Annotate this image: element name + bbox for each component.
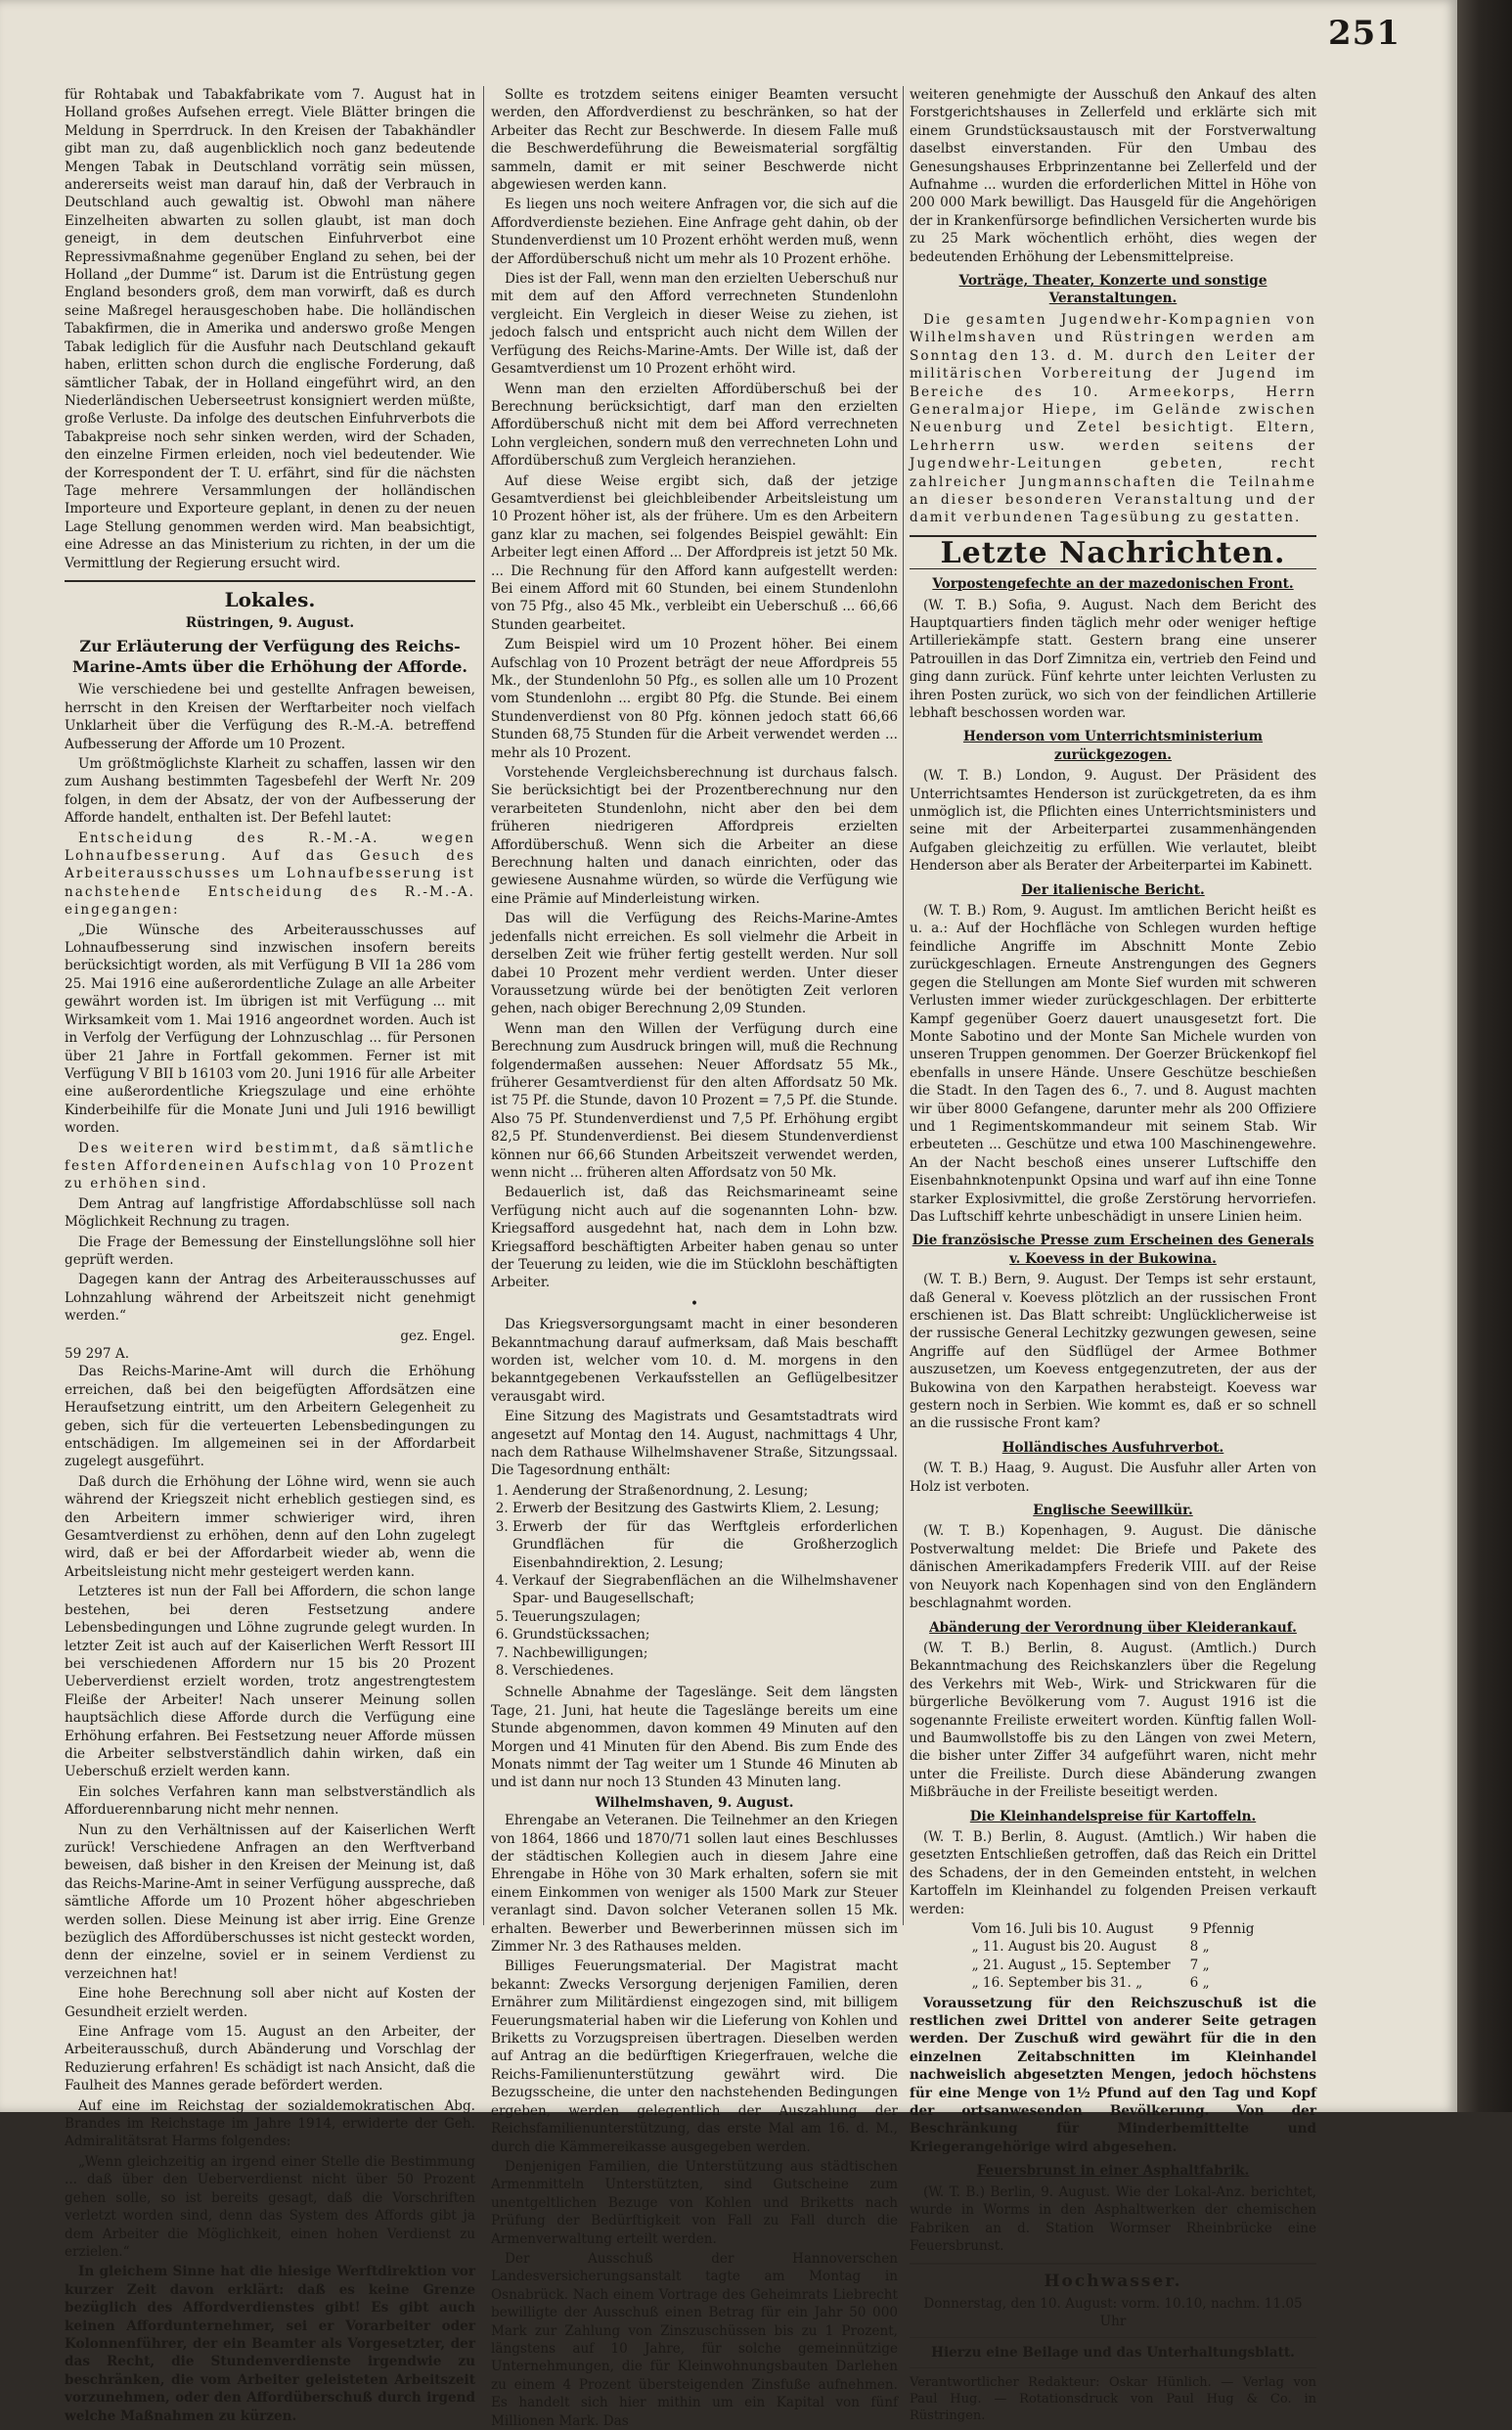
price-value: 6 „: [1189, 1975, 1210, 1992]
article-text: Billiges Feuerungsmaterial. Der Magistrat macht bekannt: Zwecks Versorgung derjenigen Familien, deren Ernährer zum Militärdienst eingezogen sind, mit billigem Feuerungsmaterial haben wir die Lieferung von Kohlen und Briketts zu Vorzugspreisen übertragen. Dieselben werden auf Antrag an die bedürftigen Kriegerfrauen, welche die Reichs-Familienunterstützung gewährt wird. Die Bezugsscheine, die unter den nachstehenden Bedingungen ergeben, werden gelegentlich der Auszahlung der Reichsfamilienunterstützung, das erste Mal am 16. d. M., durch die Kämmereikasse ausgegeben werden.: [491, 1958, 898, 2155]
column-1: [65, 86, 475, 2424]
article-text: Schnelle Abnahme der Tageslänge. Seit dem längsten Tage, 21. Juni, hat heute die Tageslänge bereits um eine Stunde abgenommen, davon kommen 49 Minuten auf den Morgen und 41 Minuten für den Abend. Bis zum Ende des Monats nimmt der Tag weiter um 1 Stunde 46 Minuten ab und ist dann nur noch 13 Stunden 43 Minuten lang.: [491, 1685, 898, 1791]
flood-heading: Hochwasser.: [1044, 2272, 1182, 2292]
subheading: Die Kleinhandelspreise für Kartoffeln.: [969, 1808, 1257, 1824]
news-item: (W. T. B.) Berlin, 8. August. (Amtlich.) Wir haben die gesetzten Entschließen getroffen, daß das Reich ein Drittel des Schadens, der in den Gemeinden entsteht, in welchen Kartoffeln im Kleinhandel zu folgenden Preisen verkauft werden:: [910, 1828, 1316, 1917]
article-headline: Zur Erläuterung der Verfügung des Reichs-Marine-Amts über die Erhöhung der Afforde.: [72, 637, 467, 677]
news-item: (W. T. B.) Sofia, 9. August. Nach dem Bericht des Hauptquartiers finden täglich mehr oder weniger heftige Artilleriekämpfe statt. Gestern brang eine unserer Patrouillen in das Dorf Zimnitza ein, vertrieb den Feind und ging dann zurück. Fünf kehrte unter leichten Verlusten zu ihren Posten zurück, wo sich von der feindlichen Artillerie lebhaft beschossen worden war.: [910, 597, 1316, 721]
subheading: Henderson vom Unterrichtsministerium zurückgezogen.: [962, 729, 1264, 763]
column-3: [910, 86, 1316, 2423]
article-text: Das Kriegsversorgungsamt macht in einer besonderen Bekanntmachung darauf aufmerksam, daß Mais beschafft worden ist, welcher vom 10. d. M. morgens in den bekanntgegebenen Verkaufsstellen an Geflügelbesitzer verausgabt wird.: [491, 1317, 898, 1405]
article-text: „Wenn gleichzeitig an irgend einer Stelle die Bestimmung ... daß über den Ueberverdienst nicht über 50 Prozent gehen solle, so ist bereits gesagt, daß die Vorschriften verletzt worden sind, denn das System des Affords gibt ja dem Arbeiter die Möglichkeit, einen hohen Verdienst zu erzielen.“: [65, 2153, 475, 2260]
article-text: Daß durch die Erhöhung der Löhne wird, wenn sie auch während der Kriegszeit nicht erheblich gestiegen sind, es den Arbeitern immer schwieriger wird, ihren Gesamtverdienst zu erhöhen, denn auf den Lohn zugelegt wird, daß er bei der Affordarbeit wieder ab, wenn die Arbeitsleistung nicht mehr gesteigert werden kann.: [65, 1473, 475, 1580]
article-text: Dagegen kann der Antrag des Arbeiterausschusses auf Lohnzahlung während der Arbeitszeit nicht genehmigt werden.“: [65, 1272, 475, 1325]
article-text: Entscheidung des R.-M.-A. wegen Lohnaufbesserung. Auf das Gesuch des Arbeiterausschusses um Lohnaufbesserung ist nachstehende Entscheidung des R.-M.-A. eingegangen:: [65, 830, 475, 919]
section-heading-lokales: Lokales.: [224, 587, 316, 611]
article-text: Es liegen uns noch weitere Anfragen vor, die sich auf die Affordverdienste beziehen. Eine Anfrage geht dahin, ob der Stundenverdienst um 10 Prozent erhöht werden muß, wenn der Affordüberschuß nicht um mehr als 10 Prozent erhöhe.: [491, 197, 898, 267]
article-text: Wenn man den Willen der Verfügung durch eine Berechnung zum Ausdruck bringen will, muß die Rechnung folgendermaßen aussehen: Neuer Affordsatz 55 Mk., früherer Gesamtverdienst für den alten Affordsatz 50 Mk. ist 75 Pf. die Stunde, davon 10 Prozent = 7,5 Pf. die Stunde. Also 75 Pf. Stundenverdienst und 7,5 Pf. Erhöhung ergibt 82,5 Pf. Stundenverdienst. Bei diesem Stundenverdienst können nur 66,66 Stunden Arbeitszeit verwendet werden, wenn nicht ... früheren alten Affordsatz von 50 Mk.: [491, 1020, 898, 1181]
table-row: [962, 1938, 1265, 1956]
subheading: Feuersbrunst in einer Asphaltfabrik.: [976, 2163, 1250, 2180]
article-text: Das Reichs-Marine-Amt will durch die Erhöhung erreichen, daß bei den beigefügten Affordsätzen eine Heraufsetzung eintritt, um den Arbeitern Gelegenheit zu geben, sich für die verteuerten Lebensbedingungen zu entschädigen. Im allgemeinen sei in der Affordarbeit zugelegt ausgeführt.: [65, 1364, 475, 1470]
dateline: Rüstringen, 9. August.: [185, 614, 355, 631]
article-text: Denjenigen Familien, die Unterstützung aus städtischen Armenmitteln Unterstützten, sind Gutscheine zum unentgeltlichen Bezuge von Kohlen und Briketts nach Prüfung der Bedürftigkeit von Fall zu Fall durch die Armenverwaltung erteilt werden.: [491, 2158, 898, 2247]
price-period: „ 21. August „ 15. September: [971, 1957, 1171, 1973]
agenda-list: [512, 1482, 898, 1680]
section-heading-last-news: Letzte Nachrichten.: [940, 535, 1286, 570]
article-text: Wie verschiedene bei und gestellte Anfragen beweisen, herrscht in den Kreisen der Werftarbeiter noch vielfach Unklarheit über die Verfügung des R.-M.-A. betreffend Aufbesserung der Afforde um 10 Prozent.: [65, 682, 475, 752]
subheading: Die französische Presse zum Erscheinen des Generals v. Koevess in der Bukowina.: [912, 1233, 1314, 1267]
article-text: Ehrengabe an Veteranen. Die Teilnehmer an den Kriegen von 1864, 1866 und 1870/71 sollen laut eines Beschlusses der städtischen Kollegien auch in diesem Jahre eine Ehrengabe in Höhe von 30 Mark erhalten, sofern sie mit einem Einkommen von weniger als 1500 Mark zur Steuer veranlagt sind. Davon solcher Veteranen sollen 15 Mk. erhalten. Bewerber und Bewerberinnen müssen sich im Zimmer Nr. 3 des Rathauses melden.: [491, 1813, 898, 1956]
price-value: 9 Pfennig: [1189, 1921, 1255, 1937]
price-value: 8 „: [1189, 1939, 1210, 1956]
table-row: [962, 1920, 1265, 1938]
article-text: Vorstehende Vergleichsberechnung ist durchaus falsch. Sie berücksichtigt bei der Prozentberechnung nur den verarbeiteten Stundenlohn, nicht aber den bei dem früheren niedrigeren Affordpreis erzielten Affordüberschuß. Wenn sich die Arbeiter an diese Berechnung halten und danach einrichten, oder das gewiesene Ausnahme würden, so würde die Verfügung wie eine Prämie auf Minderleistung wirken.: [491, 765, 898, 907]
column-rule: [903, 86, 904, 1925]
article-text: Eine Anfrage vom 15. August an den Arbeiter, der Arbeiterausschuß, durch Abänderung und Vorschlag der Reduzierung erfahren! Es schädigt ist nach Ansicht, daß die Faulheit des Mannes gerade befördert werden.: [65, 2024, 475, 2094]
news-item: (W. T. B.) Bern, 9. August. Der Temps ist sehr erstaunt, daß General v. Koevess plötzlich an der russischen Front erschienen ist. Das Blatt schreibt: Unglücklicherweise ist der russische General Lechitzky gezwungen gewesen, seine Angriffe auf den Südflügel der Armee Bothmer auszusetzen, um Koevess entgegenzutreten, der aus der Bukowina von den Karpathen herabsteigt. Koevess war gestern noch in Serbien. Wie kommt es, daß er so schnell an die russische Front kam?: [910, 1272, 1316, 1432]
article-text: Eine Sitzung des Magistrats und Gesamtstadtrats wird angesetzt auf Montag den 14. August, nachmittags 4 Uhr, nach dem Rathause Wilhelmshavener Straße, Sitzungssaal. Die Tagesordnung enthält:: [491, 1409, 898, 1479]
article-text: „Die Wünsche des Arbeiterausschusses auf Lohnaufbesserung sind inzwischen insofern bereits berücksichtigt worden, als mit Verfügung B VII 1a 286 vom 25. Mai 1916 eine außerordentliche Zulage an alle Arbeiter gewährt worden ist. Im übrigen ist mit Verfügung ... mit Wirksamkeit vom 1. Mai 1916 angeordnet worden. Auch ist in Verfolg der Verfügung der Lohnzuschlag ... für Personen über 21 Jahre in Fortfall gekommen. Ferner ist mit Verfügung V BII b 16103 vom 20. Juni 1916 für alle Arbeiter eine außerordentliche Kriegszulage und eine erhöhte Kinderbeihilfe für die Monate Juni und Juli 1916 bewilligt worden.: [65, 922, 475, 1137]
price-period: Vom 16. Juli bis 10. August: [971, 1921, 1154, 1937]
dateline: Wilhelmshaven, 9. August.: [595, 1794, 794, 1811]
agenda-item: 6. Grundstückssachen;: [512, 1626, 898, 1643]
agenda-item: 4. Verkauf der Siegrabenflächen an die Wilhelmshavener Spar- und Baugesellschaft;: [512, 1572, 898, 1608]
article-text: Des weiteren wird bestimmt, daß sämtliche festen Affordeneinen Aufschlag von 10 Prozent zu erhöhen sind.: [65, 1140, 475, 1192]
imprint: Verantwortlicher Redakteur: Oskar Hünlich. — Verlag von Paul Hug. — Rotationsdruck von Paul Hug & Co. in Rüstringen.: [910, 2374, 1316, 2423]
article-text: Die Frage der Bemessung der Einstellungslöhne soll hier geprüft werden.: [65, 1234, 475, 1268]
news-item: (W. T. B.) Berlin, 9. August. Wie der Lokal-Anz. berichtet, wurde in Worms in den Asphaltwerken der chemischen Fabriken an d. Station Wormser Rheinbrücke eine Feuersbrunst.: [910, 2183, 1316, 2254]
article-text: weiteren genehmigte der Ausschuß den Ankauf des alten Forstgerichtshauses in Zellerfeld und erklärte sich mit einem Grundstücksaustausch mit der Forstverwaltung daselbst einverstanden. Für den Umbau des Genesungshauses Erbprinzentanne bei Zellerfeld und der Aufnahme ... wurden die erforderlichen Mittel in Höhe von 200 000 Mark bewilligt. Das Hausgeld für die Angehörigen der in Krankenfürsorge befindlichen Versicherten wurde bis zu 25 Mark wöchentlich erhöht, dies wegen der bedeutenden Erhöhung der Lebensmittelpreise.: [910, 87, 1316, 265]
price-value: 7 „: [1189, 1957, 1210, 1973]
subheading: Abänderung der Verordnung über Kleiderankauf.: [929, 1619, 1297, 1636]
divider: [910, 2337, 1316, 2338]
article-text: Dem Antrag auf langfristige Affordabschlüsse soll nach Möglichkeit Rechnung zu tragen.: [65, 1195, 475, 1231]
agenda-item: 7. Nachbewilligungen;: [512, 1644, 898, 1662]
article-text: Zum Beispiel wird um 10 Prozent höher. Bei einem Aufschlag von 10 Prozent beträgt der neue Affordpreis 55 Mk., der Stundenlohn 50 Pfg., es sollen alle um 10 Prozent vom Stundenlohn ... ergibt 80 Pfg. die Stunde. Bei einem Stundenverdienst von 80 Pfg. können jedoch statt 66,66 Stunden 68,75 Stunden für die Arbeit verwendet werden ... mehr als 10 Prozent.: [491, 637, 898, 761]
agenda-item: 3. Erwerb der für das Werftgleis erforderlichen Grundflächen für die Großherzoglich Eisenbahndirektion, 2. Lesung;: [512, 1518, 898, 1572]
table-row: [962, 1957, 1265, 1974]
article-text: Ein solches Verfahren kann man selbstverständlich als Afforduerennbarung nicht mehr nennen.: [65, 1783, 475, 1819]
subheading: Vorträge, Theater, Konzerte und sonstige Veranstaltungen.: [958, 273, 1267, 307]
article-text: Wenn man den erzielten Affordüberschuß bei der Berechnung berücksichtigt, darf man den erzielten Affordüberschuß nicht mit dem bei Afford verrechneten Lohn vergleichen, sondern muß den verrechneten Lohn und Affordüberschuß zum Vergleich heranziehen.: [491, 381, 898, 470]
price-table: [962, 1920, 1265, 1993]
article-text: Auf diese Weise ergibt sich, daß der jetzige Gesamtverdienst bei gleichbleibender Arbeitsleistung um 10 Prozent höher ist, als der frühere. Um es den Arbeitern ganz klar zu machen, sei folgendes Beispiel gewählt: Ein Arbeiter legt einen Afford ... Der Affordpreis ist jetzt 50 Mk. ... Die Rechnung für den Afford kann aufgestellt werden: Bei einem Afford mit 60 Stunden, bei einem Stundenlohn von 75 Pfg., also 45 Mk., verbleibt ein Ueberschuß ... 66,66 Stunden gearbeitet.: [491, 472, 898, 633]
subheading: Holländisches Ausfuhrverbot.: [1001, 1439, 1224, 1456]
article-text: Bedauerlich ist, daß das Reichsmarineamt seine Verfügung nicht auch auf die sogenannten Lohn- bzw. Kriegsafford ausgedehnt hat, nach dem in Lohn bzw. Kriegsafford beschäftigten Arbeiter haben genau so unter der Teuerung zu leiden, wie die im Stücklohn beschäftigten Arbeiter.: [491, 1185, 898, 1291]
article-text: Die gesamten Jugendwehr-Kompagnien von Wilhelmshaven und Rüstringen werden am Sonntag den 13. d. M. durch den Leiter der militärischen Vorbereitung der Jugend im Bereiche des 10. Armeekorps, Herrn Generalmajor Hiepe, im Gelände zwischen Neuenburg und Zetel besichtigt. Eltern, Lehrherrn usw. werden seitens der Jugendwehr-Leitungen gebeten, recht zahlreicher Jungmannschaften die Teilnahme an dieser besonderen Veranstaltung und der damit verbundenen Tagesübung zu gestatten.: [910, 311, 1316, 526]
subheading: Englische Seewillkür.: [1033, 1503, 1193, 1519]
signature: gez. Engel.: [400, 1328, 475, 1344]
news-item: (W. T. B.) Berlin, 8. August. (Amtlich.) Durch Bekanntmachung des Reichskanzlers über die Regelung des Verkehrs mit Web-, Wirk- und Strickwaren für die bürgerliche Bevölkerung vom 7. August 1916 ist die sogenannte Freiliste erweitert worden. Künftig fallen Woll- und Baumwollstoffe bis zu den Längen von zwei Metern, die bisher unter Ziffer 34 aufgeführt waren, nicht mehr unter die Freiliste. Durch diese Abänderung zwangen Mißbräuche in der Freiliste beseitigt werden.: [910, 1640, 1316, 1801]
agenda-item: 1. Aenderung der Straßenordnung, 2. Lesung;: [512, 1482, 898, 1500]
divider: [910, 2367, 1316, 2368]
divider: [910, 2263, 1316, 2265]
article-text: Das will die Verfügung des Reichs-Marine-Amtes jedenfalls nicht erreichen. Es soll vielmehr die Arbeit in derselben Zeit wie früher fertig gestellt werden. Nur soll dabei 10 Prozent mehr verdient werden. Unter dieser Voraussetzung würde bei der benötigten Zeit verloren gehen, nach obiger Berechnung 2,09 Stunden.: [491, 911, 898, 1017]
subheading: Vorpostengefechte an der mazedonischen Front.: [932, 576, 1294, 593]
article-text: Auf eine im Reichstag der sozialdemokratischen Abg. Brandes im Reichstage im Jahre 1914, erwiderte der Geh. Admiralitätsrat Harms folgendes:: [65, 2097, 475, 2150]
article-text: Nun zu den Verhältnissen auf der Kaiserlichen Werft zurück! Verschiedene Anfragen an den Werftverband beweisen, daß bisher in den Kreisen der Meinung ist, daß das Reichs-Marine-Amt in seiner Verfügung ausspreche, daß sämtliche Afforde um 10 Prozent höher abgeschrieben werden sollen. Diese Meinung ist aber irrig. Eine Grenze bezüglich des Affordüberschusses ist nicht gesteckt worden, denn der einzelne, soviel er in seinem Verdienst zu verzeichnen hat!: [65, 1822, 475, 1982]
news-item: (W. T. B.) Haag, 9. August. Die Ausfuhr aller Arten von Holz ist verboten.: [910, 1461, 1316, 1495]
article-text: Der Ausschuß der Hannoverschen Landesversicherungsanstalt tagte am Montag in Osnabrück. Nach einem Vortrage des Geheimrats Liebrecht bewilligte der Ausschuß einen Betrag für ein Jahr 50 000 Mark zur Zahlung von Zinszuschüssen bis zu 1 Prozent, längstens auf 10 Jahre, für solche gemeinnützige Unternehmungen, die für Kleinwohnungsbauten Darlehen zu einem 4 Prozent übersteigenden Zinsfuße aufnehmen. Es handelt sich hier mithin um ein Kapital von fünf Millionen Mark. Das: [491, 2250, 898, 2429]
reference-number: 59 297 A.: [65, 1346, 130, 1362]
agenda-item: 5. Teuerungszulagen;: [512, 1608, 898, 1626]
news-item: (W. T. B.) Rom, 9. August. Im amtlichen Bericht heißt es u. a.: Auf der Hochfläche von Schlegen wurden heftige feindliche Angriffe im Abschnitt Monte Zebio zurückgeschlagen. Erneute Anstrengungen des Gegners gegen die Stellungen am Monte Sief wurden mit schweren Verlusten immer wieder zurückgeschlagen. Der erbitterte Kampf gegenüber Goerz dauert unausgesetzt fort. Die Monte Sabotino und der Monte San Michele wurden von unseren Truppen genommen. Der Goerzer Brückenkopf fiel ebenfalls in unsere Hände. Unsere Geschütze beschießen die Stadt. In den Tagen des 6., 7. und 8. August machten wir über 8000 Gefangene, darunter mehr als 200 Offiziere und 1 Regimentskommandeur mit seinem Stab. Wir erbeuteten ... Geschütze und etwa 100 Maschinengewehre. An der Nacht beschoß eines unserer Luftschiffe den Eisenbahnknotenpunkt Opsina und warf auf ihn eine Tonne starker Explosivmittel, die große Zerstörung hervorriefen. Das Luftschiff kehrte unbeschädigt in unsere Linien heim.: [910, 903, 1316, 1225]
article-text: Dies ist der Fall, wenn man den erzielten Ueberschuß nur mit dem auf den Afford verrechneten Stundenlohn vergleicht. Ein Vergleich in dieser Weise zu ziehen, ist jedoch falsch und entspricht auch nicht dem Willen der Verfügung des Reichs-Marine-Amts. Der Wille ist, daß der Gesamtverdienst um 10 Prozent erhöht wird.: [491, 271, 898, 378]
page-number: 251: [1328, 14, 1401, 53]
separator-bullet: •: [689, 1295, 699, 1312]
subheading: Der italienische Bericht.: [1021, 881, 1205, 898]
article-text: Um größtmöglichste Klarheit zu schaffen, lassen wir den zum Aushang bestimmten Tagesbefehl der Werft Nr. 209 folgen, in dem der Absatz, der von der Aufbesserung der Afforde handelt, enthalten ist. Der Befehl lautet:: [65, 756, 475, 827]
table-row: [962, 1974, 1265, 1992]
agenda-item: 8. Verschiedenes.: [512, 1662, 898, 1680]
article-text: Sollte es trotzdem seitens einiger Beamten versucht werden, den Affordverdienst zu beschränken, so hat der Arbeiter das Recht zur Beschwerde. In diesem Falle muß die Beschwerdeführung die Beweismaterial sorgfältig sammeln, damit er mit seiner Beschwerde nicht abgewiesen werden kann.: [491, 87, 898, 194]
divider: [65, 580, 475, 582]
article-text: Eine hohe Berechnung soll aber nicht auf Kosten der Gesundheit erzielt werden.: [65, 1986, 475, 2020]
article-text: für Rohtabak und Tabakfabrikate vom 7. August hat in Holland großes Aufsehen erregt. Viele Blätter bringen die Meldung in Sperrdruck. In den Kreisen der Tabakhändler gibt man zu, daß augenblicklich noch ganz bedeutende Mengen Tabak in Deutschland vorrätig sein müssen, andererseits weist man darauf hin, daß der Verbrauch in Deutschland auch gewaltig ist. Obwohl man nähere Einzelheiten abwarten zu sollen glaubt, ist man doch geneigt, in dem deutschen Einfuhrverbot eine Repressivmaßnahme gegenüber England zu sehen, bei der Holland „der Dumme“ ist. Darum ist die Entrüstung gegen England besonders groß, dem man vorwirft, daß es durch seine Maßregel herausgeschoben habe. Die holländischen Tabakfirmen, die in Amerika und anderswo große Mengen Tabak lediglich für die Ausfuhr nach Deutschland gekauft haben, erlitten schon durch die englische Forderung, daß sämtlicher Tabak, der in Holland eingeführt wird, an den Niederländischen Ueberseetrust konsigniert werden müßte, große Verluste. Da infolge des deutschen Einfuhrverbots die Tabakpreise noch sehr sinken werden, wird der Schaden, den einzelne Firmen erleiden, noch viel bedeutender. Wie der Korrespondent der T. U. erfährt, sind für die nächsten Tage mehrere Versammlungen der holländischen Importeure und Exporteure geplant, in denen zu der neuen Lage Stellung genommen werden wird. Man beabsichtigt, eine Adresse an das Ministerium zu richten, in der um die Vermittlung der Regierung ersucht wird.: [65, 87, 475, 571]
price-period: „ 11. August bis 20. August: [971, 1939, 1157, 1956]
flood-times: Donnerstag, den 10. August: vorm. 10.10, nachm. 11.05 Uhr: [923, 2295, 1303, 2330]
article-text: Letzteres ist nun der Fall bei Affordern, die schon lange bestehen, bei deren Festsetzung andere Lebensbedingungen und Löhne zugrunde gelegt wurden. In letzter Zeit ist auch auf der Kaiserlichen Werft Ressort III bei verschiedenen Affordern nur 15 bis 20 Prozent Ueberverdienst erzielt worden, trotz angestrengtestem Fleiße der Arbeiter! Nach unserer Meinung sollen hauptsächlich diese Afforde durch die Verfügung eine Erhöhung erfahren. Bei Festsetzung neuer Afforde müssen die Arbeiter selbstverständlich dahin wirken, daß ein Ueberschuß erzielt werden kann.: [65, 1584, 475, 1780]
news-item: Voraussetzung für den Reichszuschuß ist die restlichen zwei Drittel von anderer Seite getragen werden. Der Zuschuß wird gewährt für die in den einzelnen Zeitabschnitten im Kleinhandel nachweislich abgesetzten Mengen, jedoch höchstens für eine Menge von 1½ Pfund auf den Tag und Kopf der ortsanwesenden Bevölkerung. Von der Beschränkung für Minderbemittelte und Kriegerangehörige wird abgesehen.: [910, 1995, 1316, 2155]
column-2: [491, 86, 898, 2429]
column-rule: [483, 86, 484, 1925]
agenda-item: 2. Erwerb der Besitzung des Gastwirts Kliem, 2. Lesung;: [512, 1500, 898, 1517]
price-period: „ 16. September bis 31. „: [971, 1975, 1143, 1992]
book-edge: [1457, 0, 1512, 2112]
article-text: In gleichem Sinne hat die hiesige Werftdirektion vor kurzer Zeit davon erklärt: daß es keine Grenze bezüglich des Affordverdienstes gibt! Es gibt auch keinen Affordunternehmer, sei er Vorarbeiter oder Kolonnenführer, der ein Beamter als Vorgesetzter, der das Recht, die Stundenverdienste irgendwie zu beschränken, die vom Arbeiter geleisteten Arbeitszeit vorzunehmen, oder den Affordüberschuß durch irgend welche Maßnahmen zu kürzen.: [65, 2264, 475, 2424]
news-item: (W. T. B.) London, 9. August. Der Präsident des Unterrichtsamtes Henderson ist zurückgetreten, da es ihm unmöglich ist, die Pflichten eines Unterrichtsministers und seine mit der Arbeiterpartei zusammenhängenden Aufgaben gleichzeitig zu erfüllen. Wie verlautet, bleibt Henderson aber als Berater der Arbeiterpartei im Kabinett.: [910, 768, 1316, 875]
supplement-note: Hierzu eine Beilage und das Unterhaltungsblatt.: [931, 2344, 1295, 2361]
news-item: (W. T. B.) Kopenhagen, 9. August. Die dänische Postverwaltung meldet: Die Briefe und Pakete des dänischen Amerikadampfers Frederik VIII. auf der Reise von Neuyork nach Kopenhagen sind von den Engländern beschlagnahmt worden.: [910, 1523, 1316, 1612]
